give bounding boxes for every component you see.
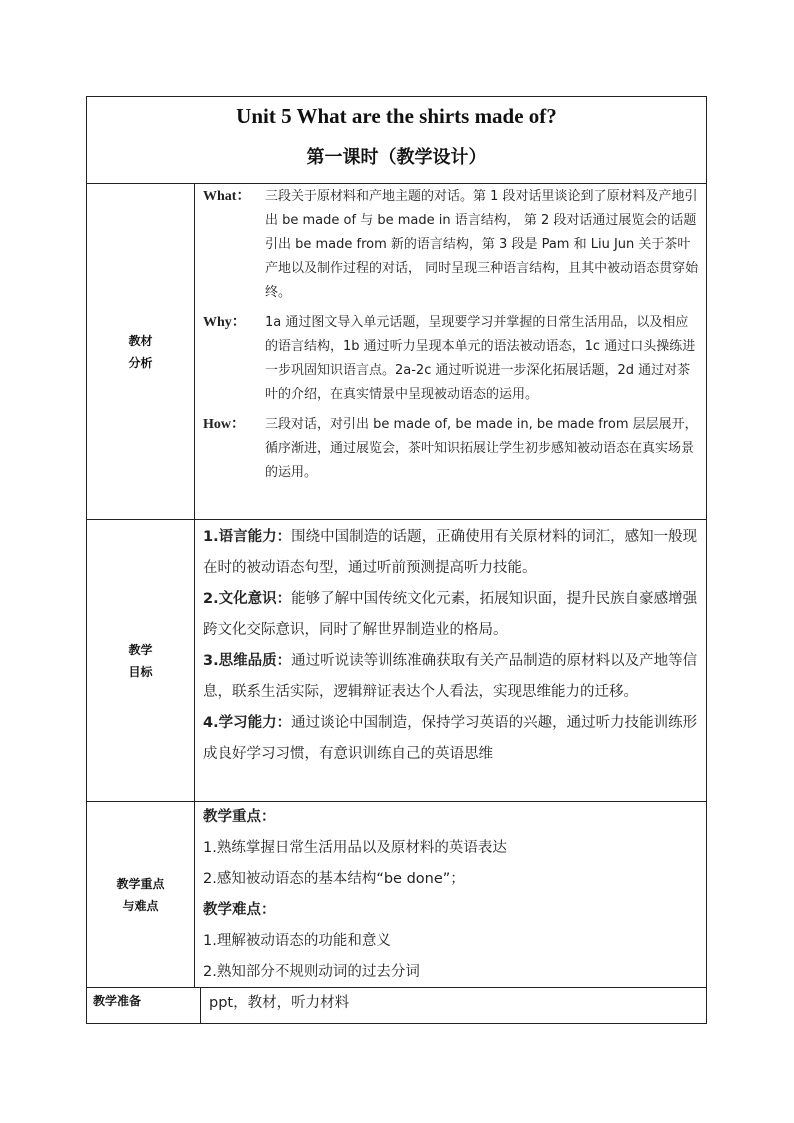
page-subtitle: 第一课时（教学设计）	[306, 147, 487, 168]
preparation-text: ppt，教材，听力材料	[209, 995, 350, 1011]
focus-item: 1.熟练掌握日常生活用品以及原材料的英语表达	[203, 840, 507, 856]
row-preparation	[87, 988, 706, 1023]
difficulty-heading: 教学难点：	[203, 902, 276, 918]
teaching-goals-content	[195, 520, 706, 801]
analysis-what	[203, 185, 700, 305]
preparation-content	[201, 988, 706, 1023]
focus-item: 2.感知被动语态的基本结构“be done”；	[203, 871, 465, 887]
analysis-why-key: Why：	[203, 315, 246, 330]
analysis-how-text: 三段对话，对引出 be made of, be made in, be made from 层层展开，循序渐进，通过展览会，茶叶知识拓展让学生初步感知被动语态在真实场景的运用。	[265, 417, 698, 480]
difficulty-item: 1.理解被动语态的功能和意义	[203, 933, 391, 949]
label-material-analysis: 教材 分析	[87, 184, 195, 519]
analysis-how-key: How：	[203, 417, 245, 432]
label-key-points: 教学重点 与难点	[87, 802, 195, 987]
goal-item: 4.学习能力：通过谈论中国制造，保持学习英语的兴趣，通过听力技能训练形成良好学习习惯，有意识训练自己的英语思维	[203, 715, 698, 762]
table-header	[87, 97, 706, 184]
difficulty-item: 2.熟知部分不规则动词的过去分词	[203, 964, 420, 980]
analysis-why-text: 1a 通过图文导入单元话题，呈现要学习并掌握的日常生活用品，以及相应的语言结构，1b 通过听力呈现本单元的语法被动语态，1c 通过口头操练进一步巩固知识语言点。2a-2c 通过听说进一步深化拓展话题，2d 通过对茶叶的介绍，在真实情景中呈现被动语态的运用。	[265, 315, 696, 402]
row-material-analysis	[87, 184, 706, 520]
key-points-content	[195, 802, 706, 987]
label-preparation: 教学准备	[87, 988, 201, 1023]
lesson-plan-table	[86, 96, 707, 1024]
analysis-why	[203, 311, 700, 407]
analysis-how	[203, 413, 700, 485]
analysis-what-key: What：	[203, 189, 251, 204]
row-key-points	[87, 802, 706, 988]
goal-item: 1.语言能力：围绕中国制造的话题，正确使用有关原材料的词汇，感知一般现在时的被动语态句型，通过听前预测提高听力技能。	[203, 529, 698, 576]
label-teaching-goals: 教学 目标	[87, 520, 195, 801]
goal-item: 2.文化意识：能够了解中国传统文化元素，拓展知识面，提升民族自豪感增强跨文化交际意识，同时了解世界制造业的格局。	[203, 591, 698, 638]
material-analysis-content	[195, 184, 706, 519]
focus-heading: 教学重点：	[203, 809, 276, 825]
analysis-what-text: 三段关于原材料和产地主题的对话。第 1 段对话里谈论到了原材料及产地引出 be made of 与 be made in 语言结构， 第 2 段对话通过展览会的话题引出 be made from 新的语言结构，第 3 段是 Pam 和 Liu Jun 关于茶叶产地以及制作过程的对话， 同时呈现三种语言结构，且其中被动语态贯穿始终。	[265, 189, 699, 300]
row-teaching-goals	[87, 520, 706, 802]
goal-item: 3.思维品质：通过听说读等训练准确获取有关产品制造的原材料以及产地等信息，联系生活实际，逻辑辩证表达个人看法，实现思维能力的迁移。	[203, 653, 698, 700]
page-title: Unit 5 What are the shirts made of?	[236, 104, 557, 128]
